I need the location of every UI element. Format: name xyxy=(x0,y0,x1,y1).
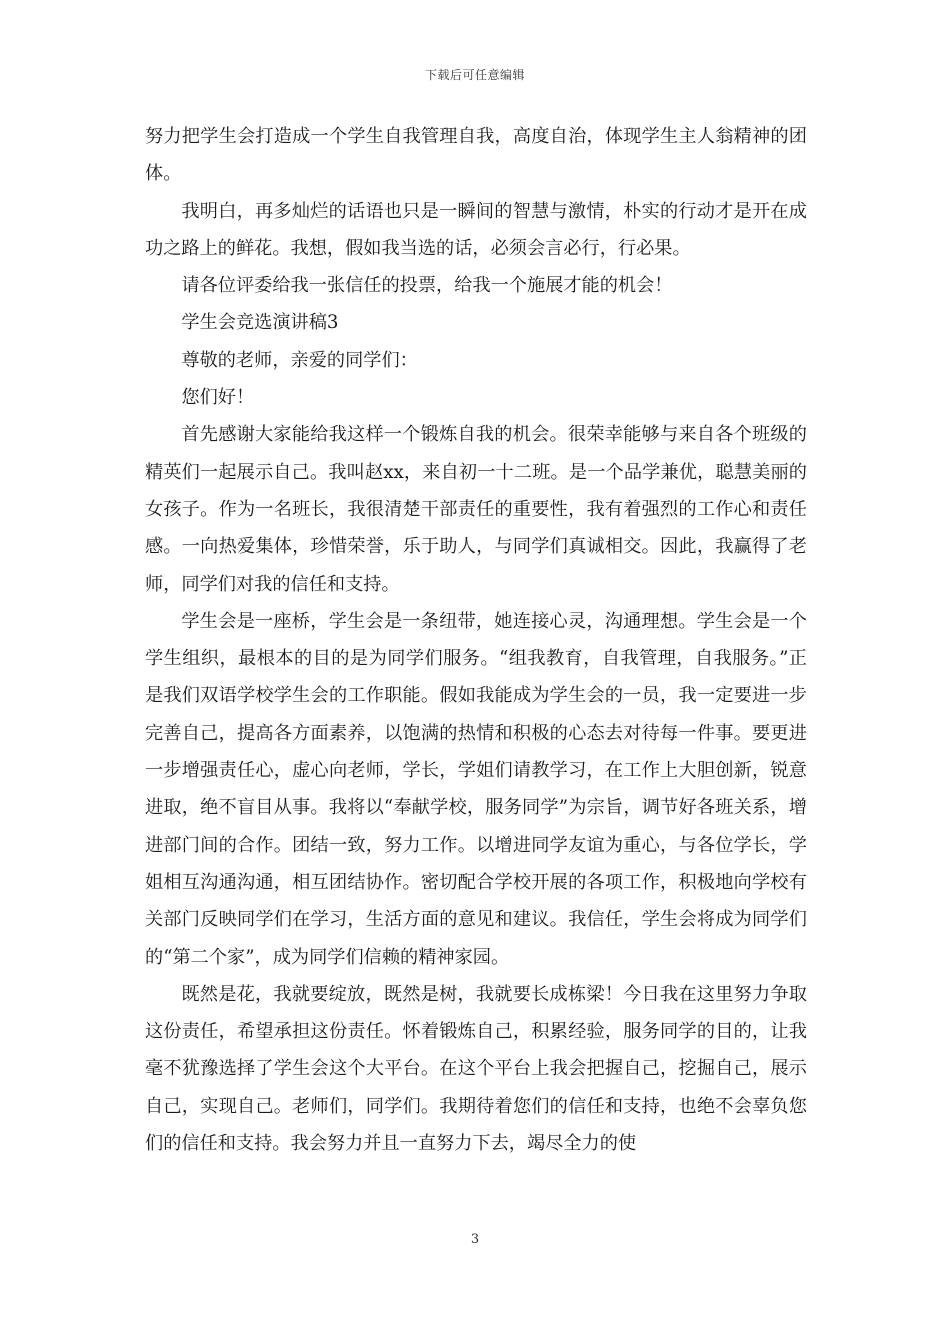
page-header: 下载后可任意编辑 xyxy=(424,68,525,82)
paragraph-3: 请各位评委给我一张信任的投票，给我一个施展才能的机会！ xyxy=(181,275,673,297)
paragraph-9: 既然是花，我就要绽放，既然是树，我就要长成栋梁！今日我在这里努力争取这份责任，希望承担这份责任。怀着锻炼自己，积累经验，服务同学的目的，让我毫不犹豫选择了学生会这个大平台。在这个平台上我会把握自己，挖掘自己，展示自己，实现自己。老师们，同学们。我期待着您们的信任和支持，也绝不会辜负您们的信任和支持。我会努力并且一直努力下去，竭尽全力的使 xyxy=(145,983,807,1155)
document-body xyxy=(145,118,807,1162)
paragraph-2: 我明白，再多灿烂的话语也只是一瞬间的智慧与激情，朴实的行动才是开在成功之路上的鲜花。我想，假如我当选的话，必须会言必行，行必果。 xyxy=(145,200,807,259)
paragraph-1: 努力把学生会打造成一个学生自我管理自我，高度自治，体现学生主人翁精神的团体。 xyxy=(145,126,807,185)
greeting: 您们好！ xyxy=(181,387,255,409)
paragraph-7: 首先感谢大家能给我这样一个锻炼自我的机会。很荣幸能够与来自各个班级的精英们一起展示自己。我叫赵xx，来自初一十二班。是一个品学兼优，聪慧美丽的女孩子。作为一名班长，我很清楚干部责任的重要性，我有着强烈的工作心和责任感。一向热爱集体，珍惜荣誉，乐于助人，与同学们真诚相交。因此，我赢得了老师，同学们对我的信任和支持。 xyxy=(145,424,807,595)
paragraph-8: 学生会是一座桥，学生会是一条纽带，她连接心灵，沟通理想。学生会是一个学生组织，最根本的目的是为同学们服务。“组我教育，自我管理，自我服务。”正是我们双语学校学生会的工作职能。假如我能成为学生会的一员，我一定要进一步完善自己，提高各方面素养，以饱满的热情和积极的心态去对待每一件事。要更进一步增强责任心，虚心向老师，学长，学姐们请教学习，在工作上大胆创新，锐意进取，绝不盲目从事。我将以“奉献学校，服务同学”为宗旨，调节好各班关系，增进部门间的合作。团结一致，努力工作。以增进同学友谊为重心，与各位学长，学姐相互沟通沟通，相互团结协作。密切配合学校开展的各项工作，积极地向学校有关部门反映同学们在学习，生活方面的意见和建议。我信任，学生会将成为同学们的“第二个家”，成为同学们信赖的精神家园。 xyxy=(145,610,807,968)
section-title: 学生会竞选演讲稿3 xyxy=(181,312,339,334)
page-number: 3 xyxy=(470,1232,480,1247)
salutation: 尊敬的老师，亲爱的同学们： xyxy=(181,349,418,371)
